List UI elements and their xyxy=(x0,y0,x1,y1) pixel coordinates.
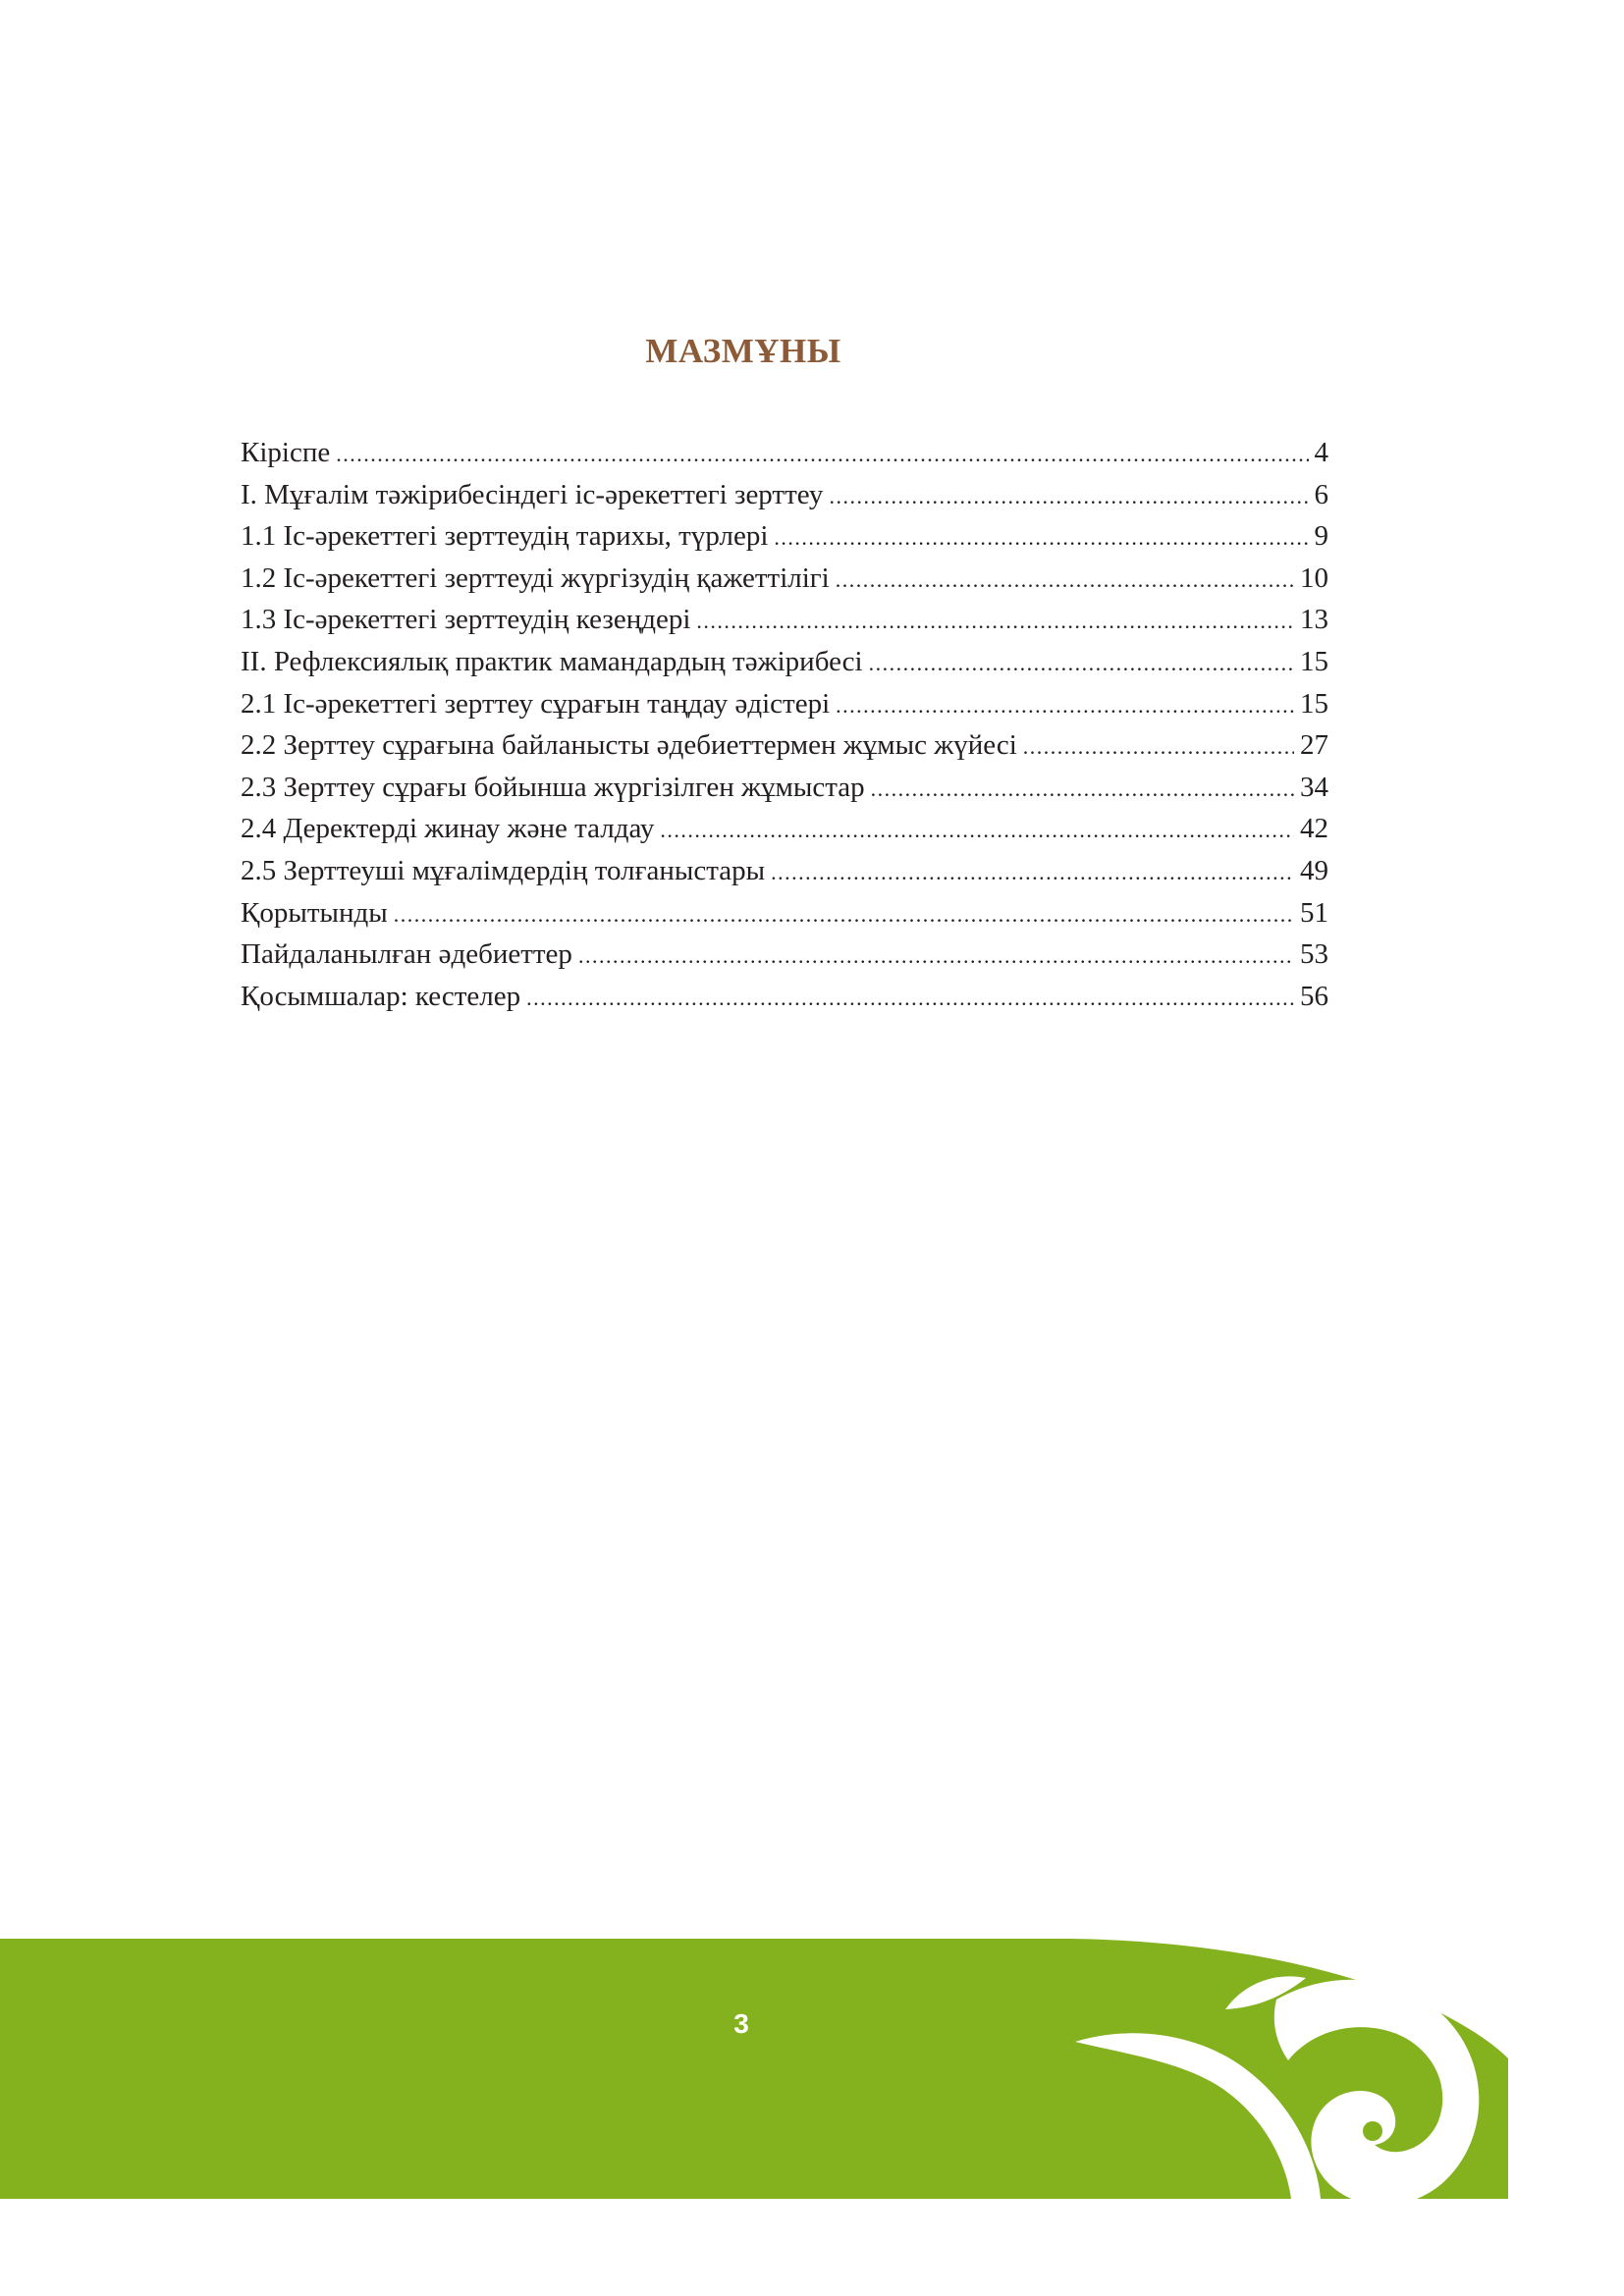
toc-entry[interactable] xyxy=(241,976,1328,1018)
toc-dot-leader xyxy=(578,935,1294,978)
toc-entry[interactable] xyxy=(241,474,1328,516)
toc-dot-leader xyxy=(660,810,1294,852)
toc-entry-page: 27 xyxy=(1300,729,1328,762)
toc-entry-page: 34 xyxy=(1300,771,1328,803)
toc-entry-page: 9 xyxy=(1314,520,1328,553)
footer-band xyxy=(0,1939,1508,2199)
page-title: МАЗМҰНЫ xyxy=(645,332,841,370)
toc-entry-label: Қорытынды xyxy=(241,896,388,929)
toc-entry[interactable] xyxy=(241,683,1328,725)
toc-entry[interactable] xyxy=(241,641,1328,683)
toc-entry-page: 15 xyxy=(1300,645,1328,677)
toc-entry-label: 1.2 Іс-әрекеттегі зерттеуді жүргізудің қажеттілігі xyxy=(241,561,830,594)
toc-entry-label: ІІ. Рефлексиялық практик мамандардың тәжірибесі xyxy=(241,645,863,677)
toc-entry-label: Қосымшалар: кестелер xyxy=(241,980,521,1012)
toc-entry[interactable] xyxy=(241,767,1328,809)
toc-entry[interactable] xyxy=(241,808,1328,850)
toc-entry-label: Пайдаланылған әдебиеттер xyxy=(241,938,572,971)
kazakh-scroll-ornament-icon xyxy=(0,1939,1508,2199)
toc-dot-leader xyxy=(336,434,1308,476)
toc-entry-label: І. Мұғалім тәжірибесіндегі іс-әрекеттегі зерттеу xyxy=(241,478,824,510)
toc-dot-leader xyxy=(774,517,1308,560)
toc-entry-label: 2.1 Іс-әрекеттегі зерттеу сұрағын таңдау әдістері xyxy=(241,687,831,720)
toc-dot-leader xyxy=(771,852,1294,894)
toc-entry[interactable] xyxy=(241,892,1328,934)
toc-entry-page: 13 xyxy=(1300,604,1328,636)
toc-entry[interactable] xyxy=(241,850,1328,892)
page-number: 3 xyxy=(733,2008,749,2039)
toc-entry-page: 53 xyxy=(1300,938,1328,971)
table-of-contents xyxy=(241,432,1328,1017)
toc-dot-leader xyxy=(869,643,1294,685)
toc-entry-label: 1.3 Іс-әрекеттегі зерттеудің кезеңдері xyxy=(241,604,691,636)
toc-entry[interactable] xyxy=(241,432,1328,474)
toc-entry[interactable] xyxy=(241,599,1328,641)
toc-entry-label: Кіріспе xyxy=(241,437,331,468)
toc-entry-page: 6 xyxy=(1314,478,1328,510)
toc-dot-leader xyxy=(836,685,1294,727)
toc-entry-page: 49 xyxy=(1300,854,1328,886)
toc-entry-page: 4 xyxy=(1314,437,1328,468)
toc-entry-label: 2.3 Зерттеу сұрағы бойынша жүргізілген жұмыстар xyxy=(241,771,865,803)
toc-entry-page: 56 xyxy=(1300,980,1328,1012)
toc-entry-page: 15 xyxy=(1300,687,1328,720)
toc-dot-leader xyxy=(836,560,1294,602)
toc-dot-leader xyxy=(829,476,1308,518)
toc-entry-label: 2.2 Зерттеу сұрағына байланысты әдебиеттермен жұмыс жүйесі xyxy=(241,729,1017,762)
toc-dot-leader xyxy=(394,894,1294,936)
toc-entry-label: 2.4 Деректерді жинау және талдау xyxy=(241,813,655,845)
toc-entry-page: 42 xyxy=(1300,813,1328,845)
toc-entry-label: 1.1 Іс-әрекеттегі зерттеудің тарихы, түрлері xyxy=(241,520,769,553)
toc-entry-page: 51 xyxy=(1300,896,1328,929)
toc-dot-leader xyxy=(696,601,1294,643)
toc-dot-leader xyxy=(1023,726,1294,769)
toc-dot-leader xyxy=(526,978,1294,1020)
toc-entry-page: 10 xyxy=(1300,561,1328,594)
toc-entry-label: 2.5 Зерттеуші мұғалімдердің толғаныстары xyxy=(241,854,766,886)
toc-entry[interactable] xyxy=(241,515,1328,558)
toc-entry[interactable] xyxy=(241,558,1328,600)
toc-entry[interactable] xyxy=(241,724,1328,767)
toc-entry[interactable] xyxy=(241,934,1328,976)
toc-dot-leader xyxy=(871,769,1294,811)
